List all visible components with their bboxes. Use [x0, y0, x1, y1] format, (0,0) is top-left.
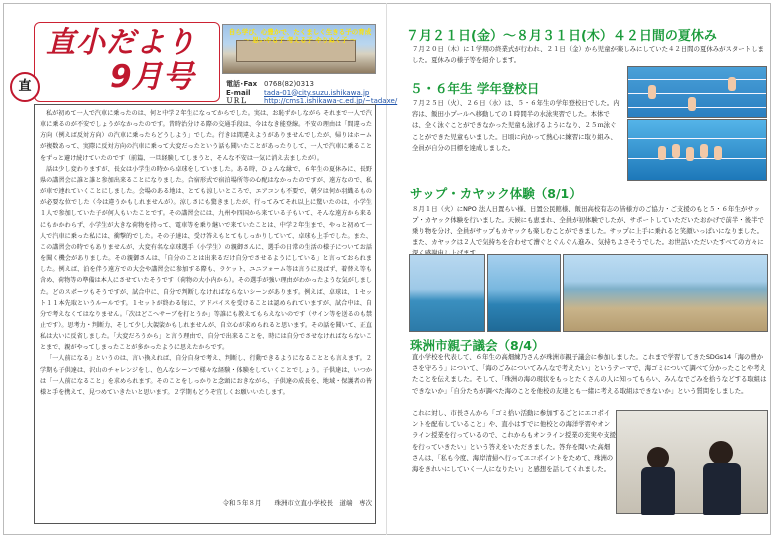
contact-block — [226, 80, 398, 106]
kayak-heading: サップ・カヤック体験（8/1） — [410, 186, 582, 201]
council-heading: 珠洲市親子議会（8/4） — [410, 338, 545, 353]
phone-value: 0768(82)0313 — [264, 80, 314, 88]
pool-body: ７月２５日（火）、２６日（水）は、５・６年生の学年登校日でした。内容は、飯田小プールへ移動しての１時間半の水泳実習でした。本体では、全く泳ぐことができなかった児童も泳げるようになり、２５ｍ泳ぐことができた児童もいました。日頃に向かって熱心に練習に取り組み、全員が自分の目標を達成しました。 — [412, 99, 620, 152]
letter-paragraph-1: 私が初めて一人で汽車に乗ったのは、何と中学２年生になってからでした。実は、お恥ずかしながら それまで一人で汽車に乗るのが不安でしょうがなかったのです。昔時治分ける際の交通手段は、今はなき能登線。不安の理由は「間違った方向（例えば反対方向）の汽車に乗ったらどうしよう」でした。行きは間違えようがありませんでしたが、帰りはホームが複数あって、実際に反対方向の汽車に乗って大変だったという話も聞いたことがあったりして、一人で汽車に乗ることをずっと避け続けていたのです（前篇、一旦経験してしまうと、そんな不安は一気に消え去ましたが）。 — [40, 110, 372, 162]
principal-letter — [40, 108, 372, 398]
page-fold — [386, 3, 387, 535]
letter-paragraph-2: 話は少し変わりますが、長女は小学生の時から卓球をしていました。ある時、ひょんな縁で、６年生の夏休みに、長野県の講習会に誰と誰と参加出来ることになりました。合宿形式で宿泊場所等の心配はなかったのですが、遠方なので、私が車で連れていくことにしました。会場のある地は、とても涼しいところで、エアコンも不要で、朝夕は何か羽織るものが必要な位でした（今は違うかもしれませんが）。涼しさにも驚きましたが、行ってみてそれ以上に驚いたのは、小学生１人で参加していた子が何人もいたことです。その講習会には、九州や四国から来ている子もいて、そんな遠方から来るにもかかわらず、小学生が大きな荷物を持って、電車等を乗り継いで来ていたことは、中学２年生まで、やっと初めて一人で汽車に乗った私には、衝撃的でした。その子達は、受け答えもとてもしっかりしていて、卓球も上手でした。また、この講習会の時でもありませんが、大変有名な卓球選手（小学生）の親御さんに、選手の日常の生活の様子についてお話を聞く機会がありました。その親御さんは、「自分のことは出来るだけ自分でさせるようにしている」と言っておられました。例えば、泊を伴う遠方での大会や講習会に参加する際も、ラケット、ユニフォーム等は言うに及ばず、着替え等も含め、荷物等の準備は本人にさせていたそうです（荷物の大小内から）。その選手が強い理由がわかったような気がしました。どのスポーツもそうですが、試合中に、自分で判断しなければならないシーンがあります。例えば、卓球は、１セット１１本先取というルールです。１セットが終わる毎に、アドバイスを受けることは認められていますが、試合中は、自分で考えなくてはなりません。「次はどこへサーブを打とうか」等誰にも教えてもらえないのです（サイン等を送るのも禁止です）。思考力・判断力、そして少し大袈裟かもしれませんが、自立心が求められると思います。その話を聞いて、正直私は大いに反省しました。「大変だろうから」と言う理由で、自分で出来ることを、時には自分でさせなければならないことまで、親がやってしまったことが多かったように思えたからです。 — [40, 165, 372, 352]
summer-heading: ７月２１日(金）～８月３１日(木）４２日間の夏休み — [406, 29, 717, 44]
url-label: ＵＲＬ — [226, 97, 247, 105]
url-link[interactable]: http://cms1.ishikawa-c.ed.jp/~tadaxe/ — [264, 97, 398, 105]
letter-signature: 令和５年８月 珠洲市立直小学校長 道端 専次 — [222, 499, 372, 507]
council-photo — [616, 410, 768, 514]
summer-body: ７月２０日（木）に１学期の終業式が行われ、２１日（金）から児童が楽しみにしていた４２日間の夏休みがスタートしました。夏休みの様子等を紹介します。 — [412, 45, 764, 64]
beach-group-photo — [563, 254, 768, 332]
slogan-line-1: 自ら学び、心豊かで、たくましく生きる子の育成 — [228, 28, 372, 36]
slogan-line-2: ～ 思いやる子 考える子 やりぬく子 ～ — [243, 36, 357, 44]
pool-photo-2 — [627, 119, 767, 181]
school-slogan — [226, 28, 374, 44]
phone-row — [226, 80, 386, 89]
email-label: E-mail — [226, 88, 251, 97]
sup-photo — [409, 254, 485, 332]
council-body-1: 直小学校を代表して、６年生の高畑練乃さんが珠洲市親子議会に参加しました。これまで学習してきたSDGs14「海の豊かさを守ろう」について、「海のごみについてみんなで考えたい」というテーマで、海ゴミについて調べて分かったことや考えたことを伝えました。そして、「珠洲の海の現状をもっとたくさんの人に知ってもらい、みんなでごみを拾うなどする取組はできないか」「自分たちが調べた海のことを他校の友達とも一緒に考える取組はできないか」という質問をしました。 — [412, 353, 767, 395]
newsletter-title: 直小だより — [46, 25, 197, 59]
school-emblem-label: 直 — [18, 79, 32, 94]
email-link[interactable]: tada-01@city.suzu.ishikawa.jp — [264, 88, 370, 97]
letter-paragraph-3: 「一人前になる」というのは、言い換えれば、自分自身で考え、判断し、行動できるようになることとも言えます。２学期も子供達は、沢山のチャレンジをし、色んなシーンで様々な経験・体験をしていくことでしょう。子供達は、いつかは「一人前になること」を求められます。そのことをしっかりと念頭におきながら、子供達の成長を、地域・保護者の皆様と手を携えて、見つめていきたいと思います。２学期もどうぞ宜しくお願いいたします。 — [40, 355, 372, 396]
newsletter-issue: 9月号 — [110, 59, 194, 95]
council-body-2: これに対し、市長さんから「ゴミ拾い活動に参加するごとにエコポイントを配布していること」や、直小はすでに他校との海洋学習やオンライン授業を行っているので、これからもオンライン授業の充実や支援を行っていきたい」という答えをいただきました。答弁を聞いた高畑さんは、「私も今度、海岸清掃へ行ってエコポイントをためて、珠洲の海をきれいにしていく一人になりたい」と感想を話してくれました。 — [412, 409, 616, 474]
kayak-body: ８月１日（火）にNPO 法人日置らい様、日置公民館様、飯田高校有志の皆様方のご協力・ご支援のもと５・６年生がサップ・カヤック体験を行いました。天候にも恵まれ、全員が初体験でしたが、サポートしていただいたおかげで前半・後半で乗り物を分け、全員がサップもカヤックも楽しむことができました。サップに上手に乗れると笑顔いっぱいになりました。また、カヤックは２人で気持ちを合わせて漕ぐとぐんぐん進み、気持ちよさそうでした。お世話いただいたすべての方々に — [412, 205, 764, 247]
kayak-photo — [487, 254, 561, 332]
phone-label: 電話･Fax — [226, 80, 258, 88]
pool-heading: ５・６年生 学年登校日 — [410, 81, 540, 96]
pool-photo-1 — [627, 66, 767, 118]
email-row — [226, 89, 386, 98]
